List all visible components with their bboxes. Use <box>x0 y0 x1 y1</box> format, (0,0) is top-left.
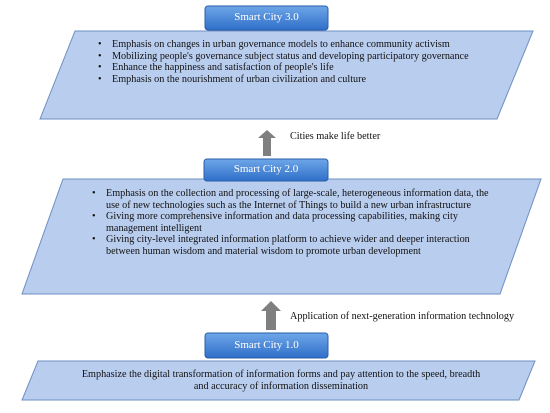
up-arrow-icon <box>258 130 276 156</box>
stage-title-smart-city-3: Smart City 3.0 <box>234 11 299 23</box>
stage-title-smart-city-1: Smart City 1.0 <box>234 339 299 351</box>
bullet-item: • Giving more comprehensive information and data processing capabilities, making city management intelligent <box>92 211 500 234</box>
bullet-item: • Enhance the happiness and satisfaction of people's life <box>98 62 476 74</box>
stage-title-smart-city-2: Smart City 2.0 <box>233 163 299 175</box>
bullet-list-smart-city-3 <box>98 39 476 85</box>
bullet-item: • Emphasis on the nourishment of urban civilization and culture <box>98 74 476 86</box>
bullet-item: • Giving city-level integrated information platform to achieve wider and deeper interaction between human wisdom and material wisdom to promote urban development <box>92 234 500 257</box>
up-arrow-icon <box>261 301 281 330</box>
bullet-item: • Emphasis on the collection and processing of large-scale, heterogeneous information data, the use of new technologies such as the Internet of Things to build a new urban infrastructure <box>92 188 500 211</box>
bullet-item: • Mobilizing people's governance subject status and developing participatory governance <box>98 51 476 63</box>
description-smart-city-1: Emphasize the digital transformation of information forms and pay attention to the speed, breadth and accuracy of information dissemination <box>81 369 481 392</box>
bullet-item: • Emphasis on changes in urban governance models to enhance community activism <box>98 39 476 51</box>
bullet-list-smart-city-2 <box>92 188 500 258</box>
transition-label-cities-make-life-better: Cities make life better <box>290 131 381 142</box>
transition-label-next-generation-it: Application of next-generation information technology <box>290 311 515 322</box>
